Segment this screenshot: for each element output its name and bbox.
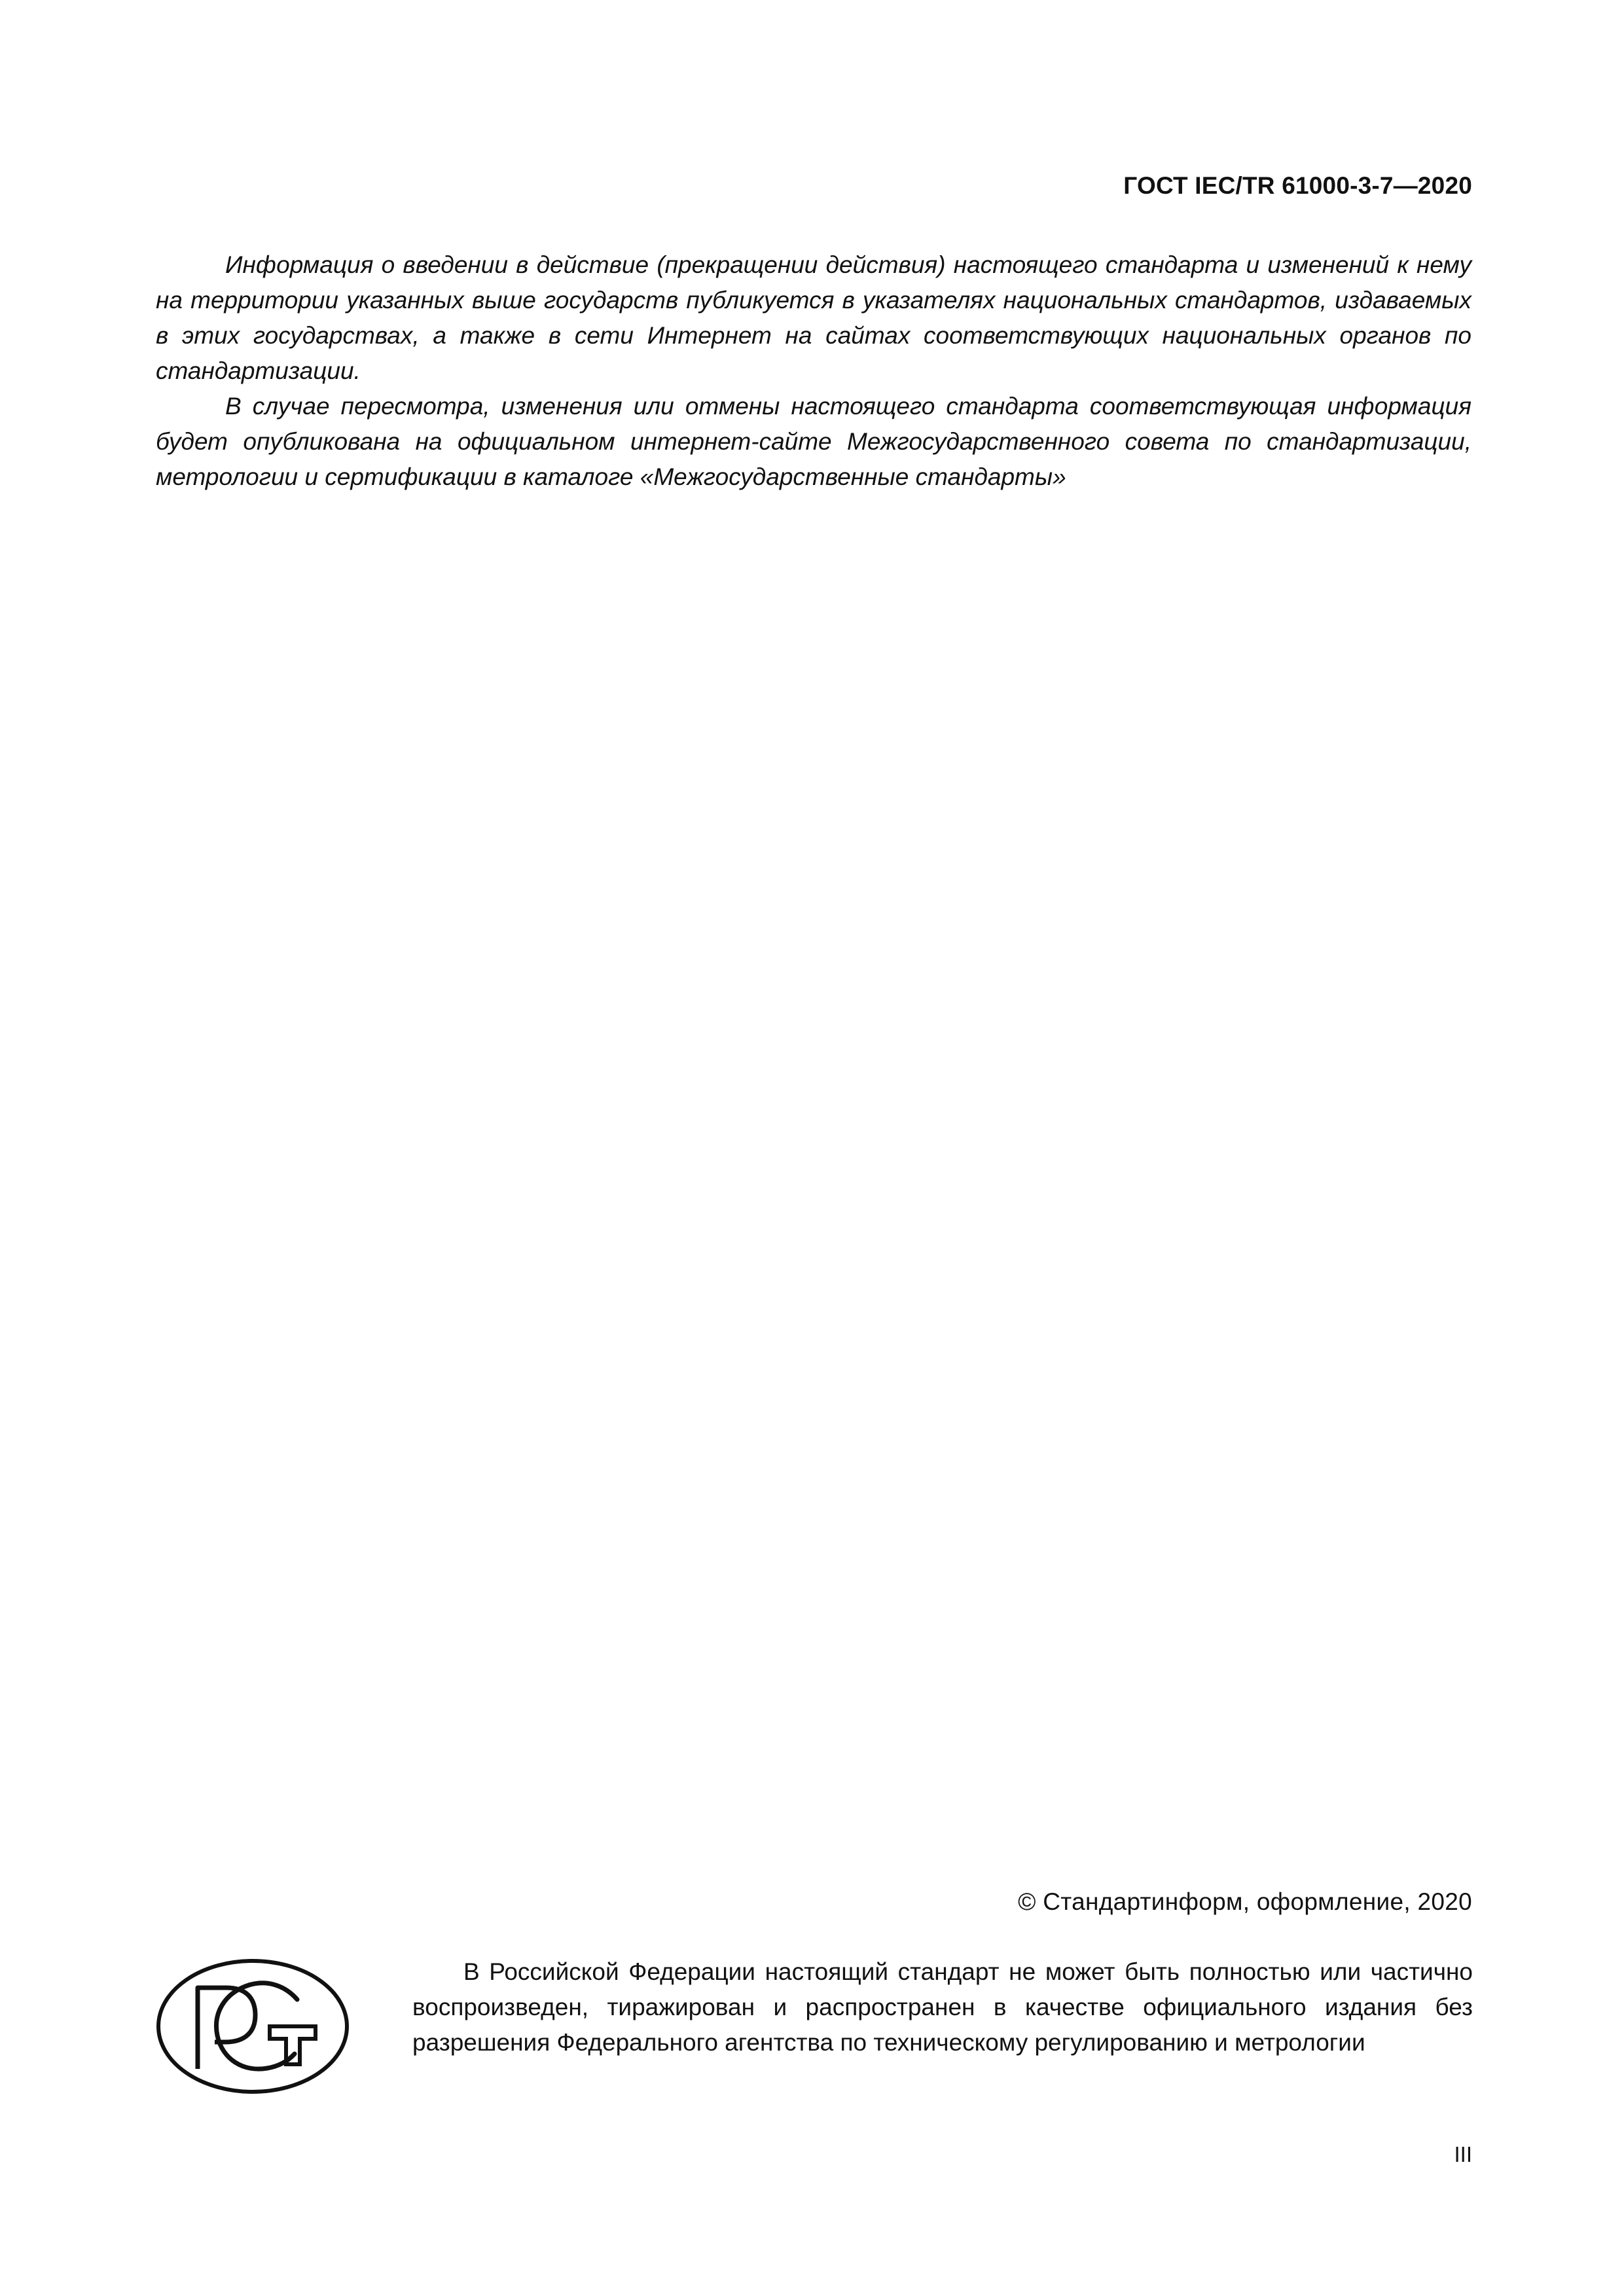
restriction-paragraph: В Российской Федерации настоящий стандарт не может быть полностью или частично воспроизведен, тиражирован и распространен в качестве официального издания без разрешения Федерального агентства по техническому регулированию и метрологии: [412, 1958, 1473, 2056]
notice-paragraph-revision: В случае пересмотра, изменения или отмены настоящего стандарта соответствующая информация будет опубликована на официальном интернет-сайте Межгосударственного совета по стандартизации, метрологии и сертификации в каталоге «Межгосударственные стандарты»: [156, 393, 1471, 490]
copyright-line: © Стандартинформ, оформление, 2020: [1018, 1888, 1472, 1915]
reproduction-restriction-notice: [412, 1954, 1473, 2060]
page-number: III: [1454, 2142, 1472, 2166]
standard-notice: [156, 247, 1471, 495]
document-code: ГОСТ IEC/TR 61000-3-7—2020: [1123, 172, 1472, 199]
rst-certification-mark-icon: [154, 1956, 351, 2096]
notice-paragraph-introduction: Информация о введении в действие (прекращении действия) настоящего стандарта и изменений к нему на территории указанных выше государств публикуется в указателях национальных стандартов, издаваемых в этих государствах, а также в сети Интернет на сайтах соответствующих национальных органов по стандартизации.: [156, 251, 1471, 384]
